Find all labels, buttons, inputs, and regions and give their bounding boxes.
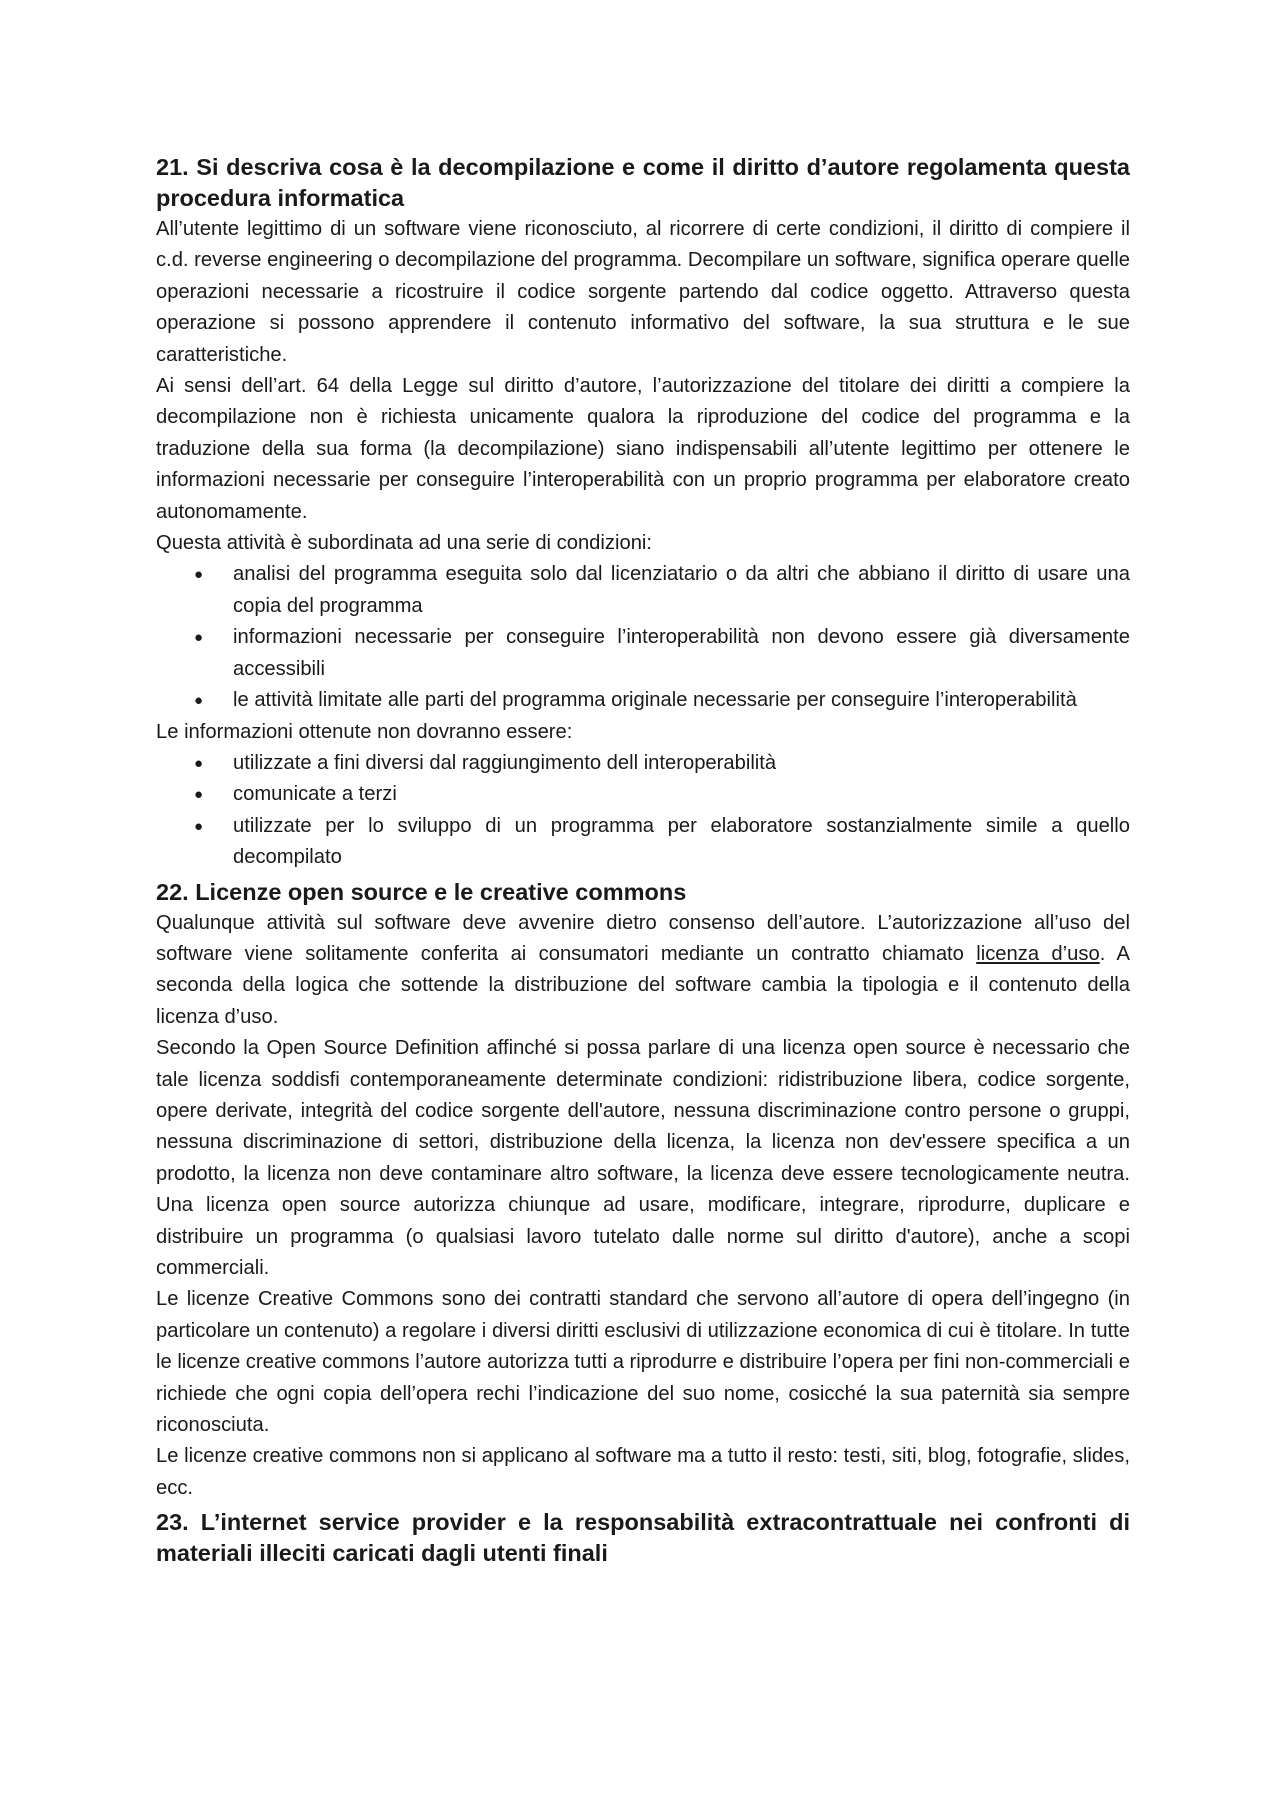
section-23-heading: 23. L’internet service provider e la responsabilità extracontrattuale nei confronti di materiali illeciti caricati dagli utenti finali [156,1509,1130,1567]
licenza-duso-link[interactable]: licenza d’uso [976,942,1100,965]
section-21-heading: 21. Si descriva cosa è la decompilazione e come il diritto d’autore regolamenta questa procedura informatica [156,154,1130,211]
section-21-paragraph-4: Le informazioni ottenute non dovranno essere: [156,720,573,743]
section-22-heading: 22. Licenze open source e le creative commons [156,878,687,905]
document-page [156,152,1130,1569]
bullet-icon: ● [194,692,204,710]
list-item: ● le attività limitate alle parti del programma originale necessarie per conseguire l’interoperabilità [156,685,1130,716]
section-22-paragraph-1: Qualunque attività sul software deve avvenire dietro consenso dell’autore. L’autorizzazione all’uso del software viene solitamente conferita ai consumatori mediante un contratto chiamato licenza d’uso. A seconda della logica che sottende la distribuzione del software cambia la tipologia e il contenuto della licenza d’uso. [156,911,1130,1028]
list-item: ● informazioni necessarie per conseguire l’interoperabilità non devono essere già diversamente accessibili [156,622,1130,685]
conditions-list [156,559,1130,716]
bullet-icon: ● [194,754,204,772]
section-21 [156,152,1130,874]
section-22 [156,877,1130,1505]
list-item: ● utilizzate per lo sviluppo di un programma per elaboratore sostanzialmente simile a quello decompilato [156,811,1130,874]
section-22-paragraph-2: Secondo la Open Source Definition affinché si possa parlare di una licenza open source è necessario che tale licenza soddisfi contemporaneamente determinate condizioni: ridistribuzione libera, codice sorgente, opere derivate, integrità del codice sorgente dell'autore, nessuna discriminazione contro persone o gruppi, nessuna discriminazione di settori, distribuzione della licenza, la licenza non dev'essere specifica a un prodotto, la licenza non deve contaminare altro software, la licenza deve essere tecnologicamente neutra. Una licenza open source autorizza chiunque ad usare, modificare, integrare, riprodurre, duplicare e distribuire un programma (o qualsiasi lavoro tutelato dalle norme sul diritto d'autore), anche a scopi commerciali. [156,1037,1130,1279]
section-21-paragraph-3: Questa attività è subordinata ad una serie di condizioni: [156,532,653,555]
bullet-icon: ● [194,817,204,835]
section-22-paragraph-4: Le licenze creative commons non si applicano al software ma a tutto il resto: testi, siti, blog, fotografie, slides, ecc. [156,1445,1130,1499]
bullet-icon: ● [194,566,204,584]
list-item: ● utilizzate a fini diversi dal raggiungimento dell interoperabilità [156,748,1130,779]
restrictions-list [156,748,1130,874]
bullet-icon: ● [194,786,204,804]
list-item: ● analisi del programma eseguita solo dal licenziatario o da altri che abbiano il diritto di usare una copia del programma [156,559,1130,622]
section-22-paragraph-3: Le licenze Creative Commons sono dei contratti standard che servono all’autore di opera dell’ingegno (in particolare un contenuto) a regolare i diversi diritti esclusivi di utilizzazione economica di cui è titolare. In tutte le licenze creative commons l’autore autorizza tutti a riprodurre e distribuire l’opera per fini non-commerciali e richiede che ogni copia dell’opera rechi l’indicazione del suo nome, cosicché la sua paternità sia sempre riconosciuta. [156,1288,1130,1437]
section-21-paragraph-1: All’utente legittimo di un software viene riconosciuto, al ricorrere di certe condizioni, il diritto di compiere il c.d. reverse engineering o decompilazione del programma. Decompilare un software, significa operare quelle operazioni necessarie a ricostruire il codice sorgente partendo dal codice oggetto. Attraverso questa operazione si possono apprendere il contenuto informativo del software, la sua struttura e le sue caratteristiche. [156,218,1131,366]
section-23 [156,1507,1130,1569]
section-21-paragraph-2: Ai sensi dell’art. 64 della Legge sul diritto d’autore, l’autorizzazione del titolare dei diritti a compiere la decompilazione non è richiesta unicamente qualora la riproduzione del codice del programma e la traduzione della sua forma (la decompilazione) siano indispensabili all’utente legittimo per ottenere le informazioni necessarie per conseguire l’interoperabilità con un proprio programma per elaboratore creato autonomamente. [156,375,1130,523]
bullet-icon: ● [194,629,204,647]
list-item: ● comunicate a terzi [156,779,1130,810]
